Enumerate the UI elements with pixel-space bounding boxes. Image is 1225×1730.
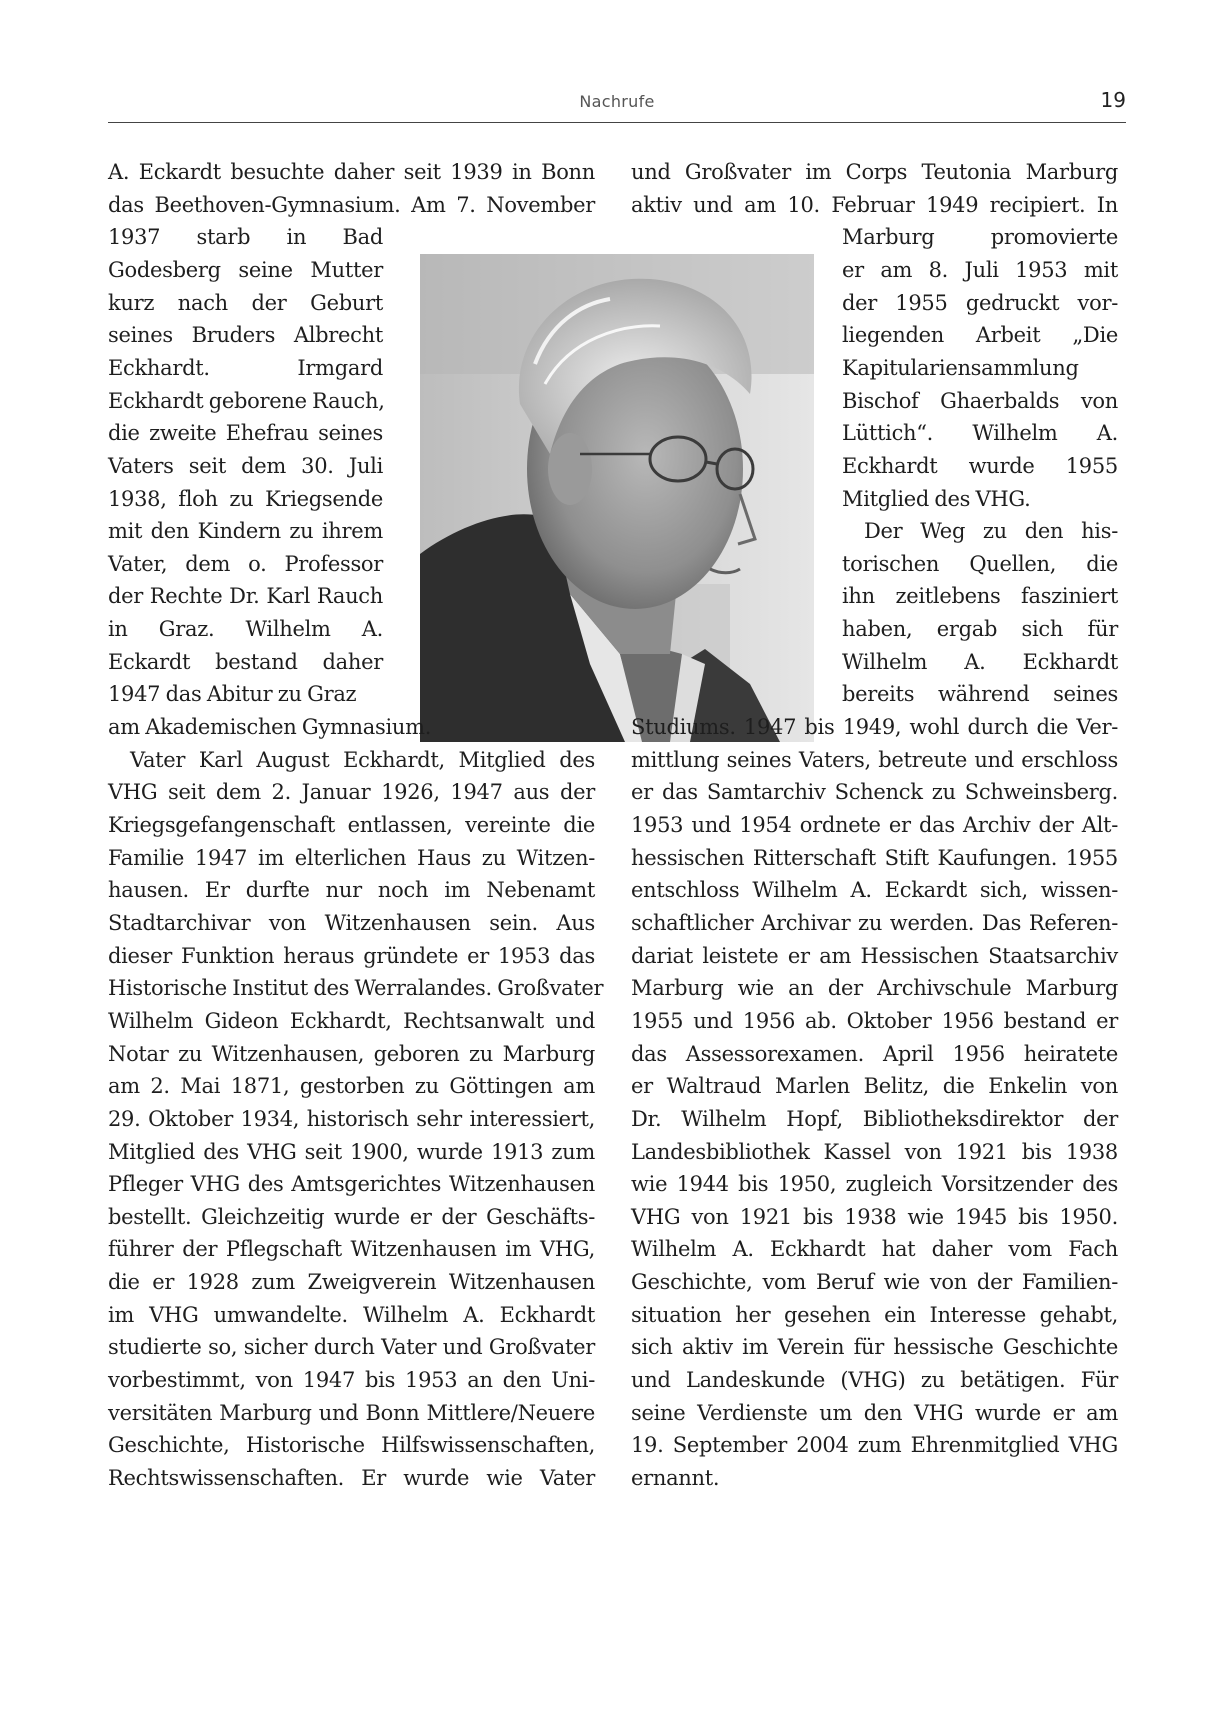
- text-line: die er 1928 zum Zweigverein Witzenhausen: [108, 1270, 595, 1295]
- text-line: 1953 und 1954 ordnete er das Archiv der Alt-: [631, 813, 1118, 837]
- text-line: seine Verdienste um den VHG wurde er am: [631, 1400, 1118, 1425]
- text-line: Eckhardt geborene Rauch,: [108, 388, 385, 413]
- text-line: Vater, dem o. Professor: [108, 551, 383, 576]
- text-line: dieser Funktion heraus gründete er 1953 das: [108, 943, 595, 968]
- text-line: Wilhelm A. Eckhardt hat daher vom Fach: [631, 1237, 1118, 1262]
- text-line: VHG seit dem 2. Januar 1926, 1947 aus der: [108, 780, 595, 805]
- text-line: entschloss Wilhelm A. Eckardt sich, wissen-: [631, 878, 1118, 903]
- text-line: der 1955 gedruckt vor-: [842, 290, 1118, 315]
- text-line: bestellt. Gleichzeitig wurde er der Geschäfts-: [108, 1204, 595, 1229]
- text-line: Wilhelm Gideon Eckhardt, Rechtsanwalt und: [108, 1008, 595, 1033]
- text-line: liegenden Arbeit „Die: [842, 323, 1118, 348]
- text-line: Mitglied des VHG seit 1900, wurde 1913 zum: [108, 1139, 595, 1164]
- text-line: Vaters seit dem 30. Juli: [108, 453, 383, 478]
- text-line: Mitglied des VHG.: [842, 486, 1031, 511]
- text-line: wie 1944 bis 1950, zugleich Vorsitzender des: [631, 1172, 1118, 1197]
- text-line: bereits während seines: [842, 682, 1118, 707]
- text-line: Vater Karl August Eckhardt, Mitglied des: [130, 747, 595, 772]
- text-line: Dr. Wilhelm Hopf, Bibliotheksdirektor der: [631, 1106, 1118, 1131]
- text-line: am 2. Mai 1871, gestorben zu Göttingen am: [108, 1074, 595, 1099]
- text-line: schaftlicher Archivar zu werden. Das Referen-: [631, 910, 1118, 935]
- text-line: er das Samtarchiv Schenck zu Schweinsberg.: [631, 780, 1118, 805]
- text-line: situation her gesehen ein Interesse gehabt,: [631, 1302, 1118, 1327]
- text-line: kurz nach der Geburt: [108, 290, 383, 315]
- text-line: haben, ergab sich für: [842, 617, 1118, 642]
- text-line: Wilhelm A. Eckhardt: [842, 649, 1118, 674]
- text-line: Historische Institut des Werralandes. Großvater: [108, 976, 604, 1001]
- text-line: 1938, floh zu Kriegsende: [108, 486, 383, 511]
- running-header: [108, 86, 1126, 123]
- text-line: Kriegsgefangenschaft entlassen, vereinte die: [108, 813, 595, 837]
- text-line: Pfleger VHG des Amtsgerichtes Witzenhausen: [108, 1172, 595, 1197]
- text-line: dariat leistete er am Hessischen Staatsarchiv: [631, 943, 1118, 968]
- text-line: Der Weg zu den his-: [864, 519, 1118, 544]
- text-line: das Beethoven-Gymnasium. Am 7. November: [108, 192, 595, 217]
- text-line: Marburg promovierte: [842, 225, 1118, 250]
- text-line: Eckhardt wurde 1955: [842, 453, 1118, 478]
- text-line: die zweite Ehefrau seines: [108, 421, 383, 446]
- text-line: mittlung seines Vaters, betreute und erschloss: [631, 747, 1118, 772]
- text-line: 19. September 2004 zum Ehrenmitglied VHG: [631, 1433, 1118, 1458]
- text-line: Godesberg seine Mutter: [108, 257, 383, 282]
- text-line: A. Eckardt besuchte daher seit 1939 in Bonn: [108, 160, 595, 184]
- text-line: führer der Pflegschaft Witzenhausen im VHG,: [108, 1237, 595, 1262]
- text-line: Eckhardt. Irmgard: [108, 355, 383, 380]
- text-line: sich aktiv im Verein für hessische Geschichte: [631, 1335, 1118, 1360]
- page-number: 19: [1100, 88, 1126, 112]
- text-line: in Graz. Wilhelm A.: [108, 617, 383, 642]
- text-line: versitäten Marburg und Bonn Mittlere/Neuere: [108, 1400, 595, 1425]
- text-line: vorbestimmt, von 1947 bis 1953 an den Uni-: [108, 1368, 595, 1393]
- text-line: am Akademischen Gymnasium.: [108, 715, 432, 740]
- text-line: Marburg wie an der Archivschule Marburg: [631, 976, 1118, 1001]
- section-title: Nachrufe: [579, 92, 655, 111]
- text-line: Bischof Ghaerbalds von: [842, 388, 1118, 413]
- text-line: Notar zu Witzenhausen, geboren zu Marburg: [108, 1041, 595, 1066]
- text-line: er am 8. Juli 1953 mit: [842, 257, 1118, 282]
- text-line: Geschichte, Historische Hilfswissenschaften,: [108, 1433, 595, 1458]
- text-line: der Rechte Dr. Karl Rauch: [108, 584, 383, 609]
- text-line: 1937 starb in Bad: [108, 225, 383, 250]
- portrait-photo: [420, 254, 814, 742]
- text-line: und Großvater im Corps Teutonia Marburg: [631, 160, 1118, 184]
- text-line: und Landeskunde (VHG) zu betätigen. Für: [631, 1368, 1118, 1393]
- text-line: Lüttich“. Wilhelm A.: [842, 421, 1118, 446]
- text-line: aktiv und am 10. Februar 1949 recipiert. In: [631, 192, 1118, 217]
- text-line: studierte so, sicher durch Vater und Großvater: [108, 1335, 595, 1360]
- text-line: Geschichte, vom Beruf wie von der Familien-: [631, 1270, 1118, 1295]
- text-line: im VHG umwandelte. Wilhelm A. Eckhardt: [108, 1302, 595, 1327]
- text-line: Kapitulariensammlung: [842, 355, 1079, 380]
- text-line: torischen Quellen, die: [842, 551, 1118, 576]
- text-line: seines Bruders Albrecht: [108, 323, 383, 348]
- text-line: 29. Oktober 1934, historisch sehr interessiert,: [108, 1106, 595, 1131]
- text-line: ernannt.: [631, 1466, 720, 1490]
- text-line: er Waltraud Marlen Belitz, die Enkelin von: [631, 1074, 1118, 1099]
- text-line: 1955 und 1956 ab. Oktober 1956 bestand er: [631, 1008, 1118, 1033]
- text-line: Rechtswissenschaften. Er wurde wie Vater: [108, 1466, 595, 1490]
- text-line: Familie 1947 im elterlichen Haus zu Witzen-: [108, 845, 595, 870]
- text-line: mit den Kindern zu ihrem: [108, 519, 383, 544]
- text-line: Landesbibliothek Kassel von 1921 bis 1938: [631, 1139, 1118, 1164]
- text-line: VHG von 1921 bis 1938 wie 1945 bis 1950.: [631, 1204, 1118, 1229]
- text-line: hausen. Er durfte nur noch im Nebenamt: [108, 878, 595, 903]
- text-line: ihn zeitlebens fasziniert: [842, 584, 1118, 609]
- text-line: Stadtarchivar von Witzenhausen sein. Aus: [108, 910, 595, 935]
- text-line: das Assessorexamen. April 1956 heiratete: [631, 1041, 1118, 1066]
- text-line: Studiums. 1947 bis 1949, wohl durch die Ver-: [631, 715, 1118, 740]
- text-line: hessischen Ritterschaft Stift Kaufungen. 1955: [631, 845, 1118, 870]
- text-line: Eckardt bestand daher: [108, 649, 383, 674]
- text-line: 1947 das Abitur zu Graz: [108, 682, 357, 707]
